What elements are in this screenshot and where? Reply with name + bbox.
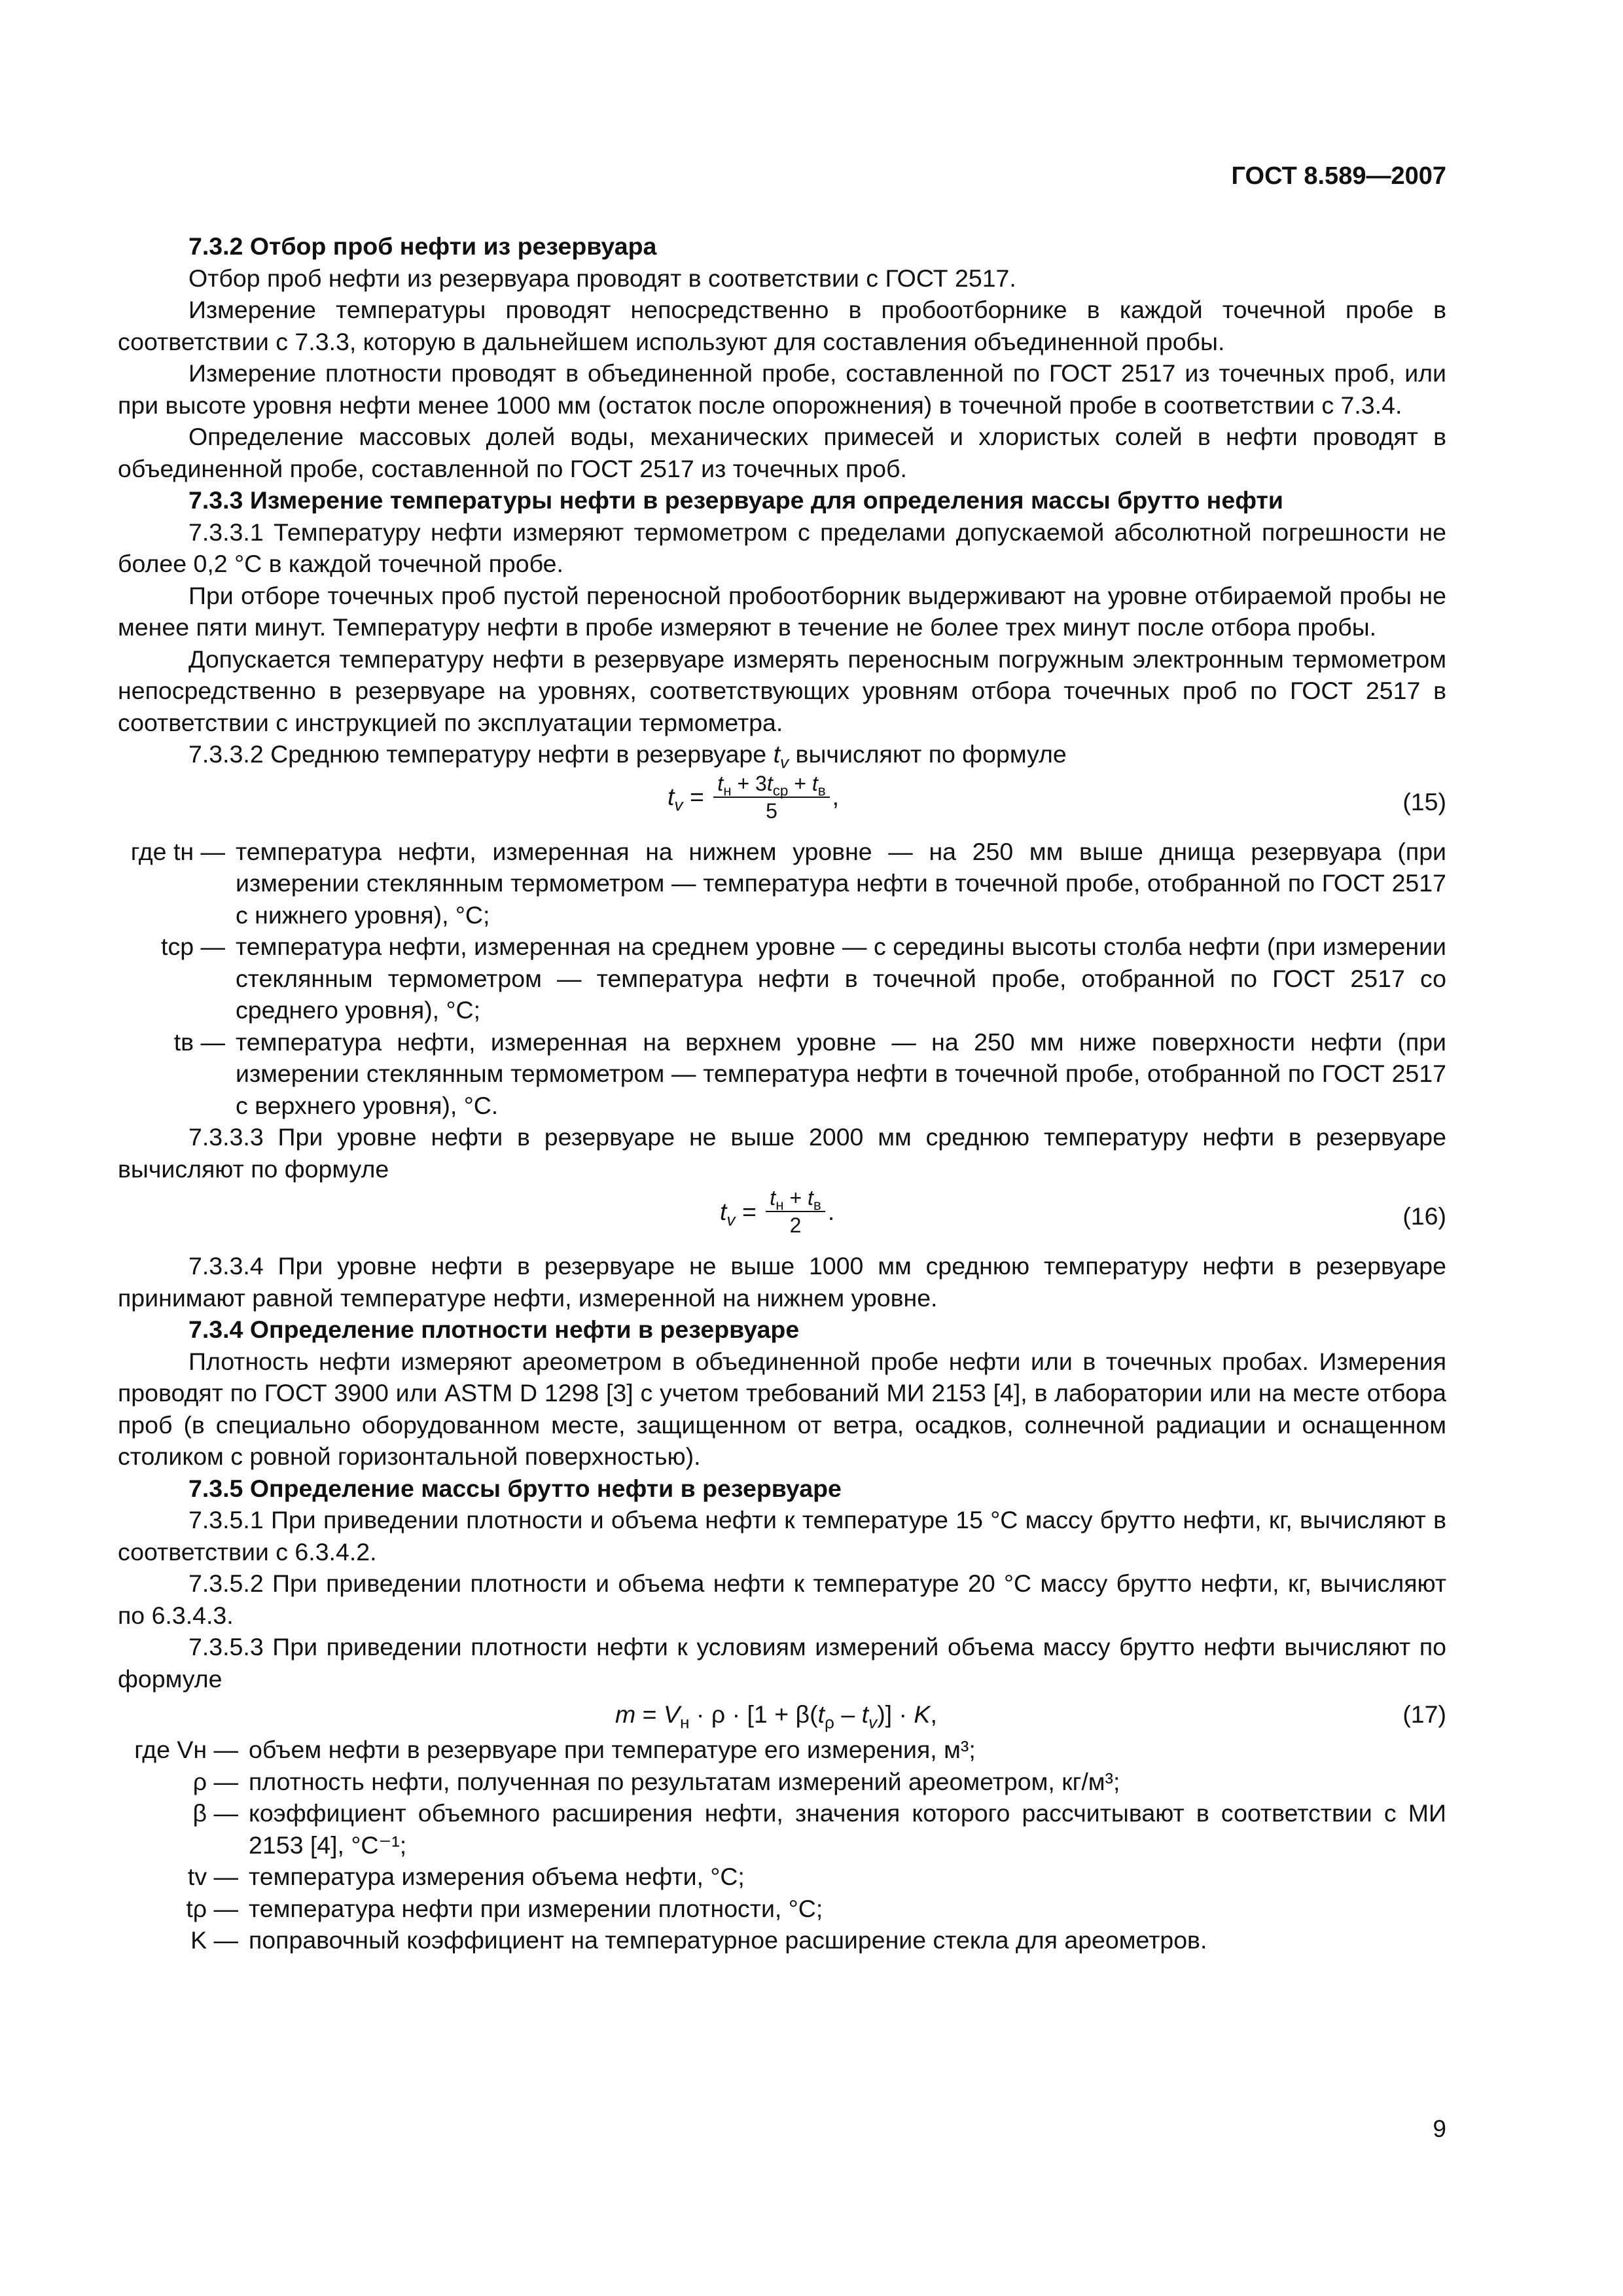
where-symbol: где Vн — [134, 1736, 238, 1763]
section-heading-7-3-5: 7.3.5 Определение массы брутто нефти в резервуаре [188, 1474, 842, 1502]
where-list-1 [118, 836, 1446, 1122]
formula-17 [118, 1695, 1446, 1734]
where-definition: поправочный коэффициент на температурное расширение стекла для ареометров. [249, 1926, 1207, 1954]
where-list-2 [118, 1734, 1446, 1956]
paragraph: 7.3.3.1 Температуру нефти измеряют термометром с пределами допускаемой абсолютной погрешности не более 0,2 °С в каждой точечной пробе. [118, 518, 1446, 577]
paragraph: Отбор проб нефти из резервуара проводят в соответствии с ГОСТ 2517. [188, 264, 1016, 292]
paragraph: 7.3.3.4 При уровне нефти в резервуаре не выше 1000 мм среднюю температуру нефти в резервуаре принимают равной температуре нефти, измеренной на нижнем уровне. [118, 1252, 1446, 1312]
paragraph: 7.3.3.2 Среднюю температуру нефти в резервуаре $t_v$ вычисляют по формуле [188, 740, 1067, 772]
paragraph: 7.3.5.3 При приведении плотности нефти к условиям измерений объема массу брутто нефти вычисляют по формуле [118, 1633, 1446, 1693]
paragraph: Плотность нефти измеряют ареометром в объединенной пробе нефти или в точечных пробах. Измерения проводят по ГОСТ 3900 или ASTM D 1298 [3] с учетом требований МИ 2153 [4], в лаборатории или на месте отбора проб (в специально оборудованном месте, защищенном от ветра, осадков, солнечной радиации и оснащенном столиком с ровной горизонтальной поверхностью). [118, 1347, 1446, 1470]
page-number: 9 [1433, 2115, 1446, 2142]
where-definition: температура нефти, измеренная на верхнем уровне — на 250 мм ниже поверхности нефти (при измерении стеклянным термометром — температура нефти в точечной пробе, отобранной по ГОСТ 2517 с верхнего уровня), °С. [236, 1028, 1446, 1119]
formula-number: (15) [1402, 787, 1446, 816]
paragraph: Определение массовых долей воды, механических примесей и хлористых солей в нефти проводят в объединенной пробе, составленной по ГОСТ 2517 из точечных проб. [118, 423, 1446, 482]
where-symbol: β — [192, 1799, 238, 1827]
where-definition: объем нефти в резервуаре при температуре его измерения, м³; [249, 1736, 976, 1763]
paragraph-text: вычисляют по формуле [795, 740, 1067, 768]
where-definition: температура измерения объема нефти, °С; [249, 1863, 745, 1890]
formula-body: $t_v$ = $\frac{t_н + 3t_{ср} + t_в}{5}$ , [668, 771, 840, 823]
where-symbol: tср — [161, 933, 225, 960]
page-content [118, 230, 1446, 1956]
where-symbol: где tн — [130, 837, 225, 865]
where-symbol: ρ — [192, 1767, 238, 1795]
paragraph: Измерение плотности проводят в объединенной пробе, составленной по ГОСТ 2517 из точечных проб, или при высоте уровня нефти менее 1000 мм (остаток после опорожнения) в точечной пробе в соответствии с 7.3.4. [118, 359, 1446, 419]
where-definition: температура нефти при измерении плотности, °С; [249, 1894, 823, 1922]
section-heading-7-3-4: 7.3.4 Определение плотности нефти в резервуаре [188, 1316, 800, 1343]
paragraph: При отборе точечных проб пустой переносной пробоотборник выдерживают на уровне отбираемой пробы не менее пяти минут. Температуру нефти в пробе измеряют в течение не более трех минут после отбора пробы. [118, 581, 1446, 641]
formula-15 [118, 770, 1446, 836]
paragraph: 7.3.5.2 При приведении плотности и объема нефти к температуре 20 °С массу брутто нефти, кг, вычисляют по 6.3.4.3. [118, 1570, 1446, 1629]
paragraph-text: 7.3.3.2 Среднюю температуру нефти в резервуаре [188, 740, 767, 768]
formula-16 [118, 1185, 1446, 1250]
paragraph: 7.3.5.1 При приведении плотности и объема нефти к температуре 15 °С массу брутто нефти, кг, вычисляют в соответствии с 6.3.4.2. [118, 1506, 1446, 1566]
where-definition: плотность нефти, полученная по результатам измерений ареометром, кг/м³; [249, 1767, 1120, 1795]
where-definition: температура нефти, измеренная на среднем уровне — с середины высоты столба нефти (при измерении стеклянным термометром — температура нефти в точечной пробе, отобранной по ГОСТ 2517 со среднего уровня), °С; [236, 933, 1446, 1024]
formula-body: $m = V_н \cdot \rho \cdot [1 + \beta(t_\rho - t_v)] \cdot K$, [615, 1700, 937, 1732]
section-heading-7-3-3: 7.3.3 Измерение температуры нефти в резервуаре для определения массы брутто нефти [188, 486, 1283, 514]
formula-body: $t_v$ = $\frac{t_н + t_в}{2}$ . [720, 1186, 835, 1237]
paragraph: Измерение температуры проводят непосредственно в пробоотборнике в каждой точечной пробе в соответствии с 7.3.3, которую в дальнейшем используют для составления объединенной пробы. [118, 296, 1446, 355]
where-symbol: tρ — [186, 1894, 238, 1922]
section-heading-7-3-2: 7.3.2 Отбор проб нефти из резервуара [188, 232, 657, 260]
where-definition: температура нефти, измеренная на нижнем уровне — на 250 мм выше днища резервуара (при измерении стеклянным термометром — температура нефти в точечной пробе, отобранной по ГОСТ 2517 с нижнего уровня), °С; [236, 837, 1446, 929]
formula-number: (17) [1402, 1700, 1446, 1728]
where-symbol: K — [190, 1926, 238, 1954]
where-symbol: tв — [173, 1028, 225, 1056]
paragraph: Допускается температуру нефти в резервуаре измерять переносным погружным электронным термометром непосредственно в резервуаре на уровнях, соответствующих уровням отбора точечных проб по ГОСТ 2517 в соответствии с инструкцией по эксплуатации термометра. [118, 645, 1446, 736]
where-definition: коэффициент объемного расширения нефти, значения которого рассчитывают в соответствии с МИ 2153 [4], °С⁻¹; [249, 1799, 1446, 1859]
formula-number: (16) [1402, 1202, 1446, 1230]
paragraph: 7.3.3.3 При уровне нефти в резервуаре не выше 2000 мм среднюю температуру нефти в резервуаре вычисляют по формуле [118, 1123, 1446, 1183]
where-symbol: tv — [187, 1863, 238, 1890]
standard-header: ГОСТ 8.589—2007 [1231, 162, 1446, 190]
